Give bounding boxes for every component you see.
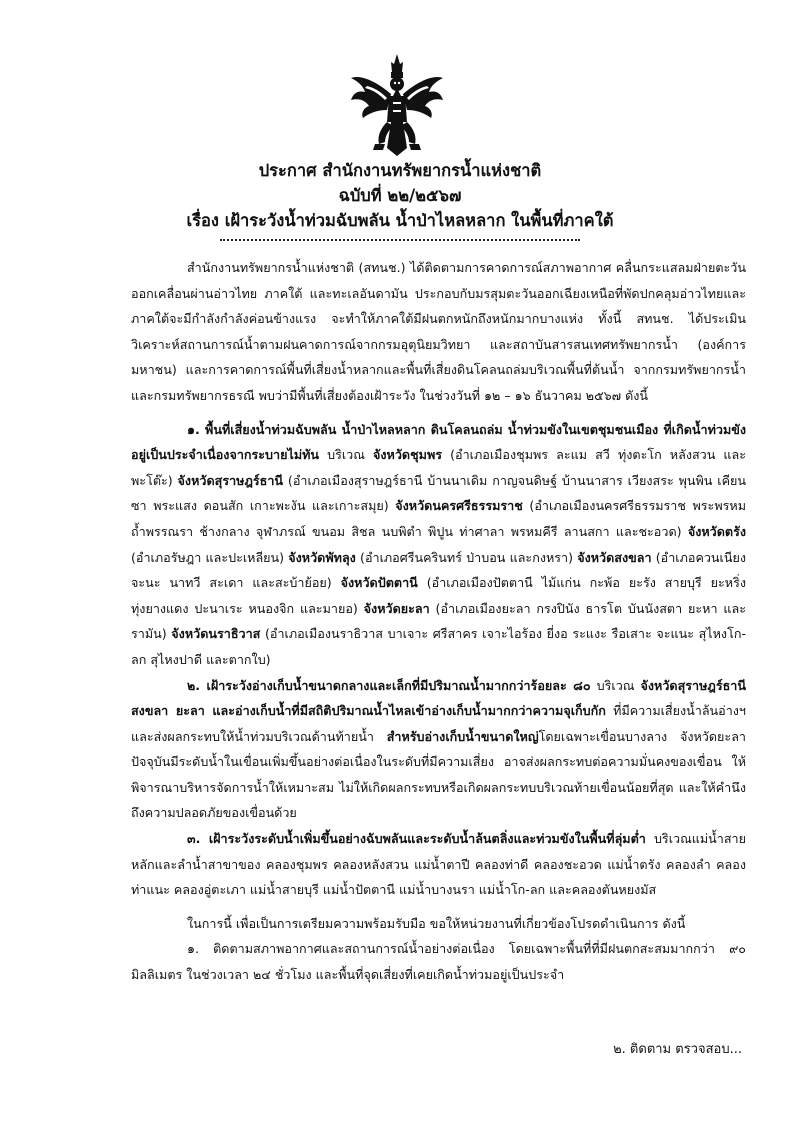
section-2-text: บริเวณ: [590, 677, 641, 693]
section-2-text: ที่มีความเสี่ยงน้ำล้นอ่างฯ และส่งผลกระทบให้น้ำท่วมบริเวณด้านท้ายน้ำ: [131, 703, 746, 744]
province-surat-thani: จังหวัดสุราษฎร์ธานี: [177, 472, 284, 488]
section-1-text: (อำเภอเมืองนครศรีธรรมราช พระพรหม ถ้ำพรรณรา ช้างกลาง จุฬาภรณ์ ขนอม สิชล นบพิตำ พิปูน ท่าศาลา พรหมคีรี ลานสกา และชะอวด): [131, 498, 746, 539]
section-2-text: โดยเฉพาะเขื่อนบางลาง จังหวัดยะลา ปัจจุบันมีระดับน้ำในเขื่อนเพิ่มขึ้นอย่างต่อเนื่องในระดับที่มีความเสี่ยง อาจส่งผลกระทบต่อความมั่นคงของเขื่อน ให้พิจารณาบริหารจัดการน้ำให้เหมาะสม ไม่ให้เกิดผลกระทบหรือเกิดผลกระทบบริเวณท้ายเขื่อนน้อยที่สุด และให้คำนึงถึงความปลอดภัยของเขื่อนด้วย: [131, 728, 746, 821]
section-3-heading: ๓. เฝ้าระวังระดับน้ำเพิ่มขึ้นอย่างฉับพลันและระดับน้ำล้นตลิ่งและท่วมขังในพื้นที่ลุ่มต่ำ: [187, 831, 646, 847]
section-3-paragraph: [131, 826, 746, 903]
announcement-body: [131, 255, 746, 988]
closing-paragraph: ในการนี้ เพื่อเป็นการเตรียมความพร้อมรับมือ ขอให้หน่วยงานที่เกี่ยวข้องโปรดดำเนินการ ดังนี้: [187, 915, 686, 931]
announcement-number: ฉบับที่ ๒๒/๒๕๖๗: [338, 186, 462, 205]
section-1-heading: ๑. พื้นที่เสี่ยงน้ำท่วมฉับพลัน น้ำป่าไหลหลาก ดินโคลนถล่ม น้ำท่วมขังในเขตชุมชนเมือง ที่เกิดน้ำท่วมขังอยู่เป็นประจำเนื่องจากระบายไม่ทัน: [131, 421, 746, 463]
section-1-text: (อำเภอศรีนครินทร์ ป่าบอน และกงหรา): [355, 549, 578, 565]
province-phatthalung: จังหวัดพัทลุง: [288, 549, 356, 565]
province-chumphon: จังหวัดชุมพร: [373, 447, 443, 463]
section-2-large-reservoir: สำหรับอ่างเก็บน้ำขนาดใหญ่: [386, 728, 539, 744]
province-trang: จังหวัดตรัง: [687, 523, 746, 539]
intro-paragraph: สำนักงานทรัพยากรน้ำแห่งชาติ (สทนช.) ได้ติดตามการคาดการณ์สภาพอากาศ คลื่นกระแสลมฝ่ายตะวันออกเคลื่อนผ่านอ่าวไทย ภาคใต้ และทะเลอันดามัน ประกอบกับมรสุมตะวันออกเฉียงเหนือที่พัดปกคลุมอ่าวไทยและภาคใต้จะมีกำลังกำลังค่อนข้างแรง จะทำให้ภาคใต้มีฝนตกหนักถึงหนักมากบางแห่ง ทั้งนี้ สทนช. ได้ประเมินวิเคราะห์สถานการณ์น้ำตามฝนคาดการณ์จากกรมอุตุนิยมวิทยา และสถาบันสารสนเทศทรัพยากรน้ำ (องค์การมหาชน) และการคาดการณ์พื้นที่เสี่ยงน้ำหลากและพื้นที่เสี่ยงดินโคลนถล่มบริเวณพื้นที่ต้นน้ำ จากกรมทรัพยากรน้ำและกรมทรัพยากรธรณี พบว่ามีพื้นที่เสี่ยงต้องเฝ้าระวัง ในช่วงวันที่ ๑๒ – ๑๖ ธันวาคม ๒๕๖๗ ดังนี้: [131, 260, 746, 403]
announcement-title: ประกาศ สำนักงานทรัพยากรน้ำแห่งชาติ: [258, 161, 542, 180]
section-2-provinces: จังหวัดสุราษฎร์ธานี สงขลา ยะลา และอ่างเก็บน้ำที่มีสถิติปริมาณน้ำไหลเข้าอ่างเก็บน้ำมากกว่าความจุเก็บกัก: [131, 677, 746, 719]
announcement-header: [0, 158, 800, 233]
section-1-text: (อำเภอเมืองสุราษฎร์ธานี บ้านนาเดิม กาญจนดิษฐ์ บ้านนาสาร เวียงสระ พุนพิน เคียนซา พระแสง ดอนสัก เกาะพะงัน และเกาะสมุย): [131, 472, 746, 514]
section-1-text: (อำเภอเมืองชุมพร ละแม สวี ทุ่งตะโก หลังสวน และพะโต๊ะ): [131, 447, 747, 488]
section-1-text: (อำเภอรัษฎา และปะเหลียน): [131, 549, 289, 565]
action-item-1: ๑. ติดตามสภาพอากาศและสถานการณ์น้ำอย่างต่อเนื่อง โดยเฉพาะพื้นที่ที่มีฝนตกสะสมมากกว่า ๙๐ มิลลิเมตร ในช่วงเวลา ๒๔ ชั่วโมง และพื้นที่จุดเสี่ยงที่เคยเกิดน้ำท่วมอยู่เป็นประจำ: [131, 941, 746, 983]
garuda-emblem-icon: [347, 52, 447, 162]
province-narathiwat: จังหวัดนราธิวาส: [171, 626, 261, 642]
section-1-paragraph: [131, 417, 746, 673]
province-yala: จังหวัดยะลา: [363, 600, 430, 616]
section-1-text: (อำเภอเมืองยะลา กรงปินัง ธารโต บันนังสตา ยะหา และรามัน): [131, 600, 746, 642]
province-songkhla: จังหวัดสงขลา: [577, 549, 652, 565]
section-1-text: บริเวณ: [319, 447, 374, 463]
section-1-text: (อำเภอเมืองปัตตานี ไม้แก่น กะพ้อ ยะรัง สายบุรี ยะหริ่ง ทุ่งยางแดง ปะนาเระ หนองจิก และมายอ): [131, 575, 746, 616]
section-1-text: (อำเภอควนเนียง จะนะ นาทวี สะเดา และสะบ้าย้อย): [131, 549, 746, 591]
province-pattani: จังหวัดปัตตานี: [340, 575, 418, 591]
announcement-subject: เรื่อง เฝ้าระวังน้ำท่วมฉับพลัน น้ำป่าไหลหลาก ในพื้นที่ภาคใต้: [186, 211, 614, 230]
section-2-heading: ๒. เฝ้าระวังอ่างเก็บน้ำขนาดกลางและเล็กที่มีปริมาณน้ำมากกว่าร้อยละ ๘๐: [187, 677, 591, 693]
dotted-divider: [220, 239, 580, 243]
section-1-text: (อำเภอเมืองนราธิวาส บาเจาะ ศรีสาคร เจาะไอร้อง ยี่งอ ระแงะ รือเสาะ จะแนะ สุไหงโก-ลก สุไหงปาดี และตากใบ): [131, 626, 746, 667]
section-3-text: บริเวณแม่น้ำสายหลักและลำน้ำสาขาของ คลองชุมพร คลองหลังสวน แม่น้ำตาปี คลองท่าดี คลองชะอวด แม่น้ำตรัง คลองลำ คลองท่าแนะ คลองอู่ตะเภา แม่น้ำสายบุรี แม่น้ำปัตตานี แม่น้ำบางนรา แม่น้ำโก-ลก และคลองตันหยงมัส: [131, 831, 746, 898]
section-2-paragraph: [131, 673, 746, 827]
province-nakhon-si-thammarat: จังหวัดนครศรีธรรมราช: [395, 498, 523, 514]
continuation-note: ๒. ติดตาม ตรวจสอบ...: [613, 1042, 742, 1057]
